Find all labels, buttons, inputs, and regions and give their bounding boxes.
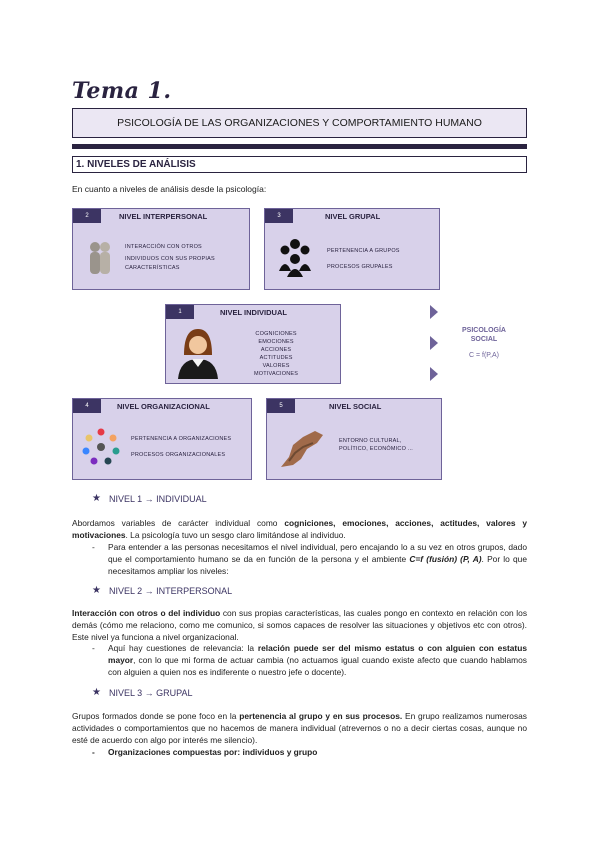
bold-text: cogniciones, emociones, acciones, actitudes, valores y motivaciones	[72, 518, 527, 541]
dash-bullet: -	[92, 542, 95, 552]
psicologia-label-line: PSICOLOGÍA	[462, 327, 506, 334]
level-3-paragraph	[72, 710, 527, 747]
section-heading-text: 1. NIVELES DE ANÁLISIS	[76, 159, 196, 170]
card-line: MOTIVACIONES	[254, 370, 299, 377]
level-3-bullet	[92, 746, 527, 758]
card-line: ACTITUDES	[259, 354, 293, 361]
card-text	[131, 435, 231, 460]
card-number: 5	[267, 399, 295, 413]
intro-text: En cuanto a niveles de análisis desde la psicología:	[72, 184, 267, 194]
card-nivel-individual	[165, 304, 341, 384]
text-span: Aquí hay cuestiones de relevancia: la	[108, 643, 258, 653]
card-nivel-organizacional	[72, 398, 252, 480]
level-2-heading	[92, 585, 232, 596]
card-line: COGNICIONES	[255, 331, 297, 337]
card-number: 4	[73, 399, 101, 413]
psicologia-social-label	[452, 326, 516, 345]
card-number: 3	[265, 209, 293, 223]
star-icon: ★	[92, 687, 101, 698]
card-line: POLÍTICO, ECONÓMICO ...	[339, 446, 413, 453]
card-nivel-social	[266, 398, 442, 480]
level-1-heading-text: NIVEL 1 → INDIVIDUAL	[108, 493, 207, 504]
bold-text: Organizaciones compuestas por: individuos y grupo	[108, 747, 318, 757]
card-line: INTERACCIÓN CON OTROS	[125, 244, 202, 250]
card-line: VALORES	[262, 362, 290, 369]
text-span: En grupo realizamos numerosas actividades o comportamientos que no hacemos de manera individual (atrevernos o no a decir ciertas cosas, aunque no esté de acuerdo con algo por interés me silencio).	[72, 711, 527, 746]
card-line: ENTORNO CULTURAL,	[339, 438, 402, 444]
card-nivel-grupal	[264, 208, 440, 290]
card-number: 1	[166, 305, 194, 319]
bold-text: Interacción con otros o del individuo	[72, 608, 221, 618]
card-title: NIVEL ORGANIZACIONAL	[117, 402, 210, 411]
document-title	[72, 108, 527, 138]
card-title: NIVEL INDIVIDUAL	[220, 308, 287, 317]
card-number: 2	[73, 209, 101, 223]
social-label-line: SOCIAL	[470, 336, 498, 344]
level-2-bullet	[92, 642, 527, 679]
card-title: NIVEL SOCIAL	[329, 402, 382, 411]
text-span: Para entender a las personas necesitamos el nivel individual, pero encajando lo a su vez en otros grupos, dado que el comportamiento humano se da en función de la persona y el ambiente	[108, 542, 527, 565]
crowd-map-icon	[275, 423, 331, 473]
card-title: NIVEL GRUPAL	[325, 212, 381, 221]
star-icon: ★	[92, 493, 101, 504]
card-text	[125, 243, 215, 272]
card-nivel-interpersonal	[72, 208, 250, 290]
dash-bullet: -	[92, 747, 95, 757]
group-icon	[275, 237, 315, 277]
people-circle-icon	[81, 427, 121, 467]
level-2-heading-text: NIVEL 2 → INTERPERSONAL	[108, 585, 233, 596]
level-1-bullet	[92, 541, 527, 578]
card-title: NIVEL INTERPERSONAL	[119, 212, 208, 221]
level-3-heading-text: NIVEL 3 → GRUPAL	[108, 687, 193, 698]
text-span: Abordamos variables de carácter individual como	[72, 518, 285, 528]
handshake-people-icon	[85, 239, 115, 279]
level-3-heading	[92, 687, 193, 698]
document-title-text: PSICOLOGÍA DE LAS ORGANIZACIONES Y COMPORTAMIENTO HUMANO	[117, 117, 482, 129]
dash-bullet: -	[92, 643, 95, 653]
card-line: INDIVIDUOS CON SUS PROPIAS	[125, 256, 215, 263]
star-icon: ★	[92, 585, 101, 596]
title-rule	[72, 144, 527, 149]
text-span: . La psicología tuvo un sesgo claro limitándose al individuo.	[125, 530, 346, 541]
level-2-paragraph	[72, 607, 527, 644]
formula-text: C=f (fusión) (P, A)	[409, 554, 482, 565]
card-text	[254, 331, 298, 379]
card-text	[327, 247, 400, 272]
text-span: . Por lo que necesitamos ampliar los niveles:	[108, 554, 527, 577]
arrow-icon	[430, 305, 438, 319]
text-span: Grupos formados donde se pone foco en la	[72, 711, 240, 721]
text-span: con sus propias características, las cuales pongo en contexto en relación con los demás (cómo me relaciono, como me comunico, si somos capaces de resolver las situaciones y objetivos etc con otros). Este nivel ya funciona a nivel organizacional.	[72, 608, 528, 643]
card-line: EMOCIONES	[258, 338, 294, 345]
card-line: PROCESOS GRUPALES	[327, 264, 393, 271]
card-line: PROCESOS ORGANIZACIONALES	[131, 452, 226, 459]
text-span: , con lo que mi forma de actuar cambia (no actuamos igual cuando existe afecto que cuando hablamos con alguien a quien nos es indiferente o nuestro jefe o docente).	[108, 655, 527, 678]
card-line: PERTENENCIA A GRUPOS	[327, 248, 400, 254]
card-text	[339, 437, 413, 454]
card-line: PERTENENCIA A ORGANIZACIONES	[131, 436, 232, 442]
arrow-icon	[430, 336, 438, 350]
woman-avatar-icon	[176, 327, 220, 379]
section-heading	[72, 156, 527, 173]
card-line: CARACTERÍSTICAS	[125, 264, 180, 271]
card-line: ACCIONES	[260, 346, 292, 353]
bold-text: pertenencia al grupo y en sus procesos.	[239, 711, 403, 721]
formula-label: C = f(P,A)	[468, 352, 500, 359]
arrow-icon	[430, 367, 438, 381]
bold-text: relación puede ser del mismo estatus o con alguien con estatus mayor	[108, 643, 527, 666]
tema-heading: Tema 1.	[72, 78, 172, 104]
level-1-paragraph	[72, 517, 527, 541]
level-1-heading	[92, 493, 207, 504]
